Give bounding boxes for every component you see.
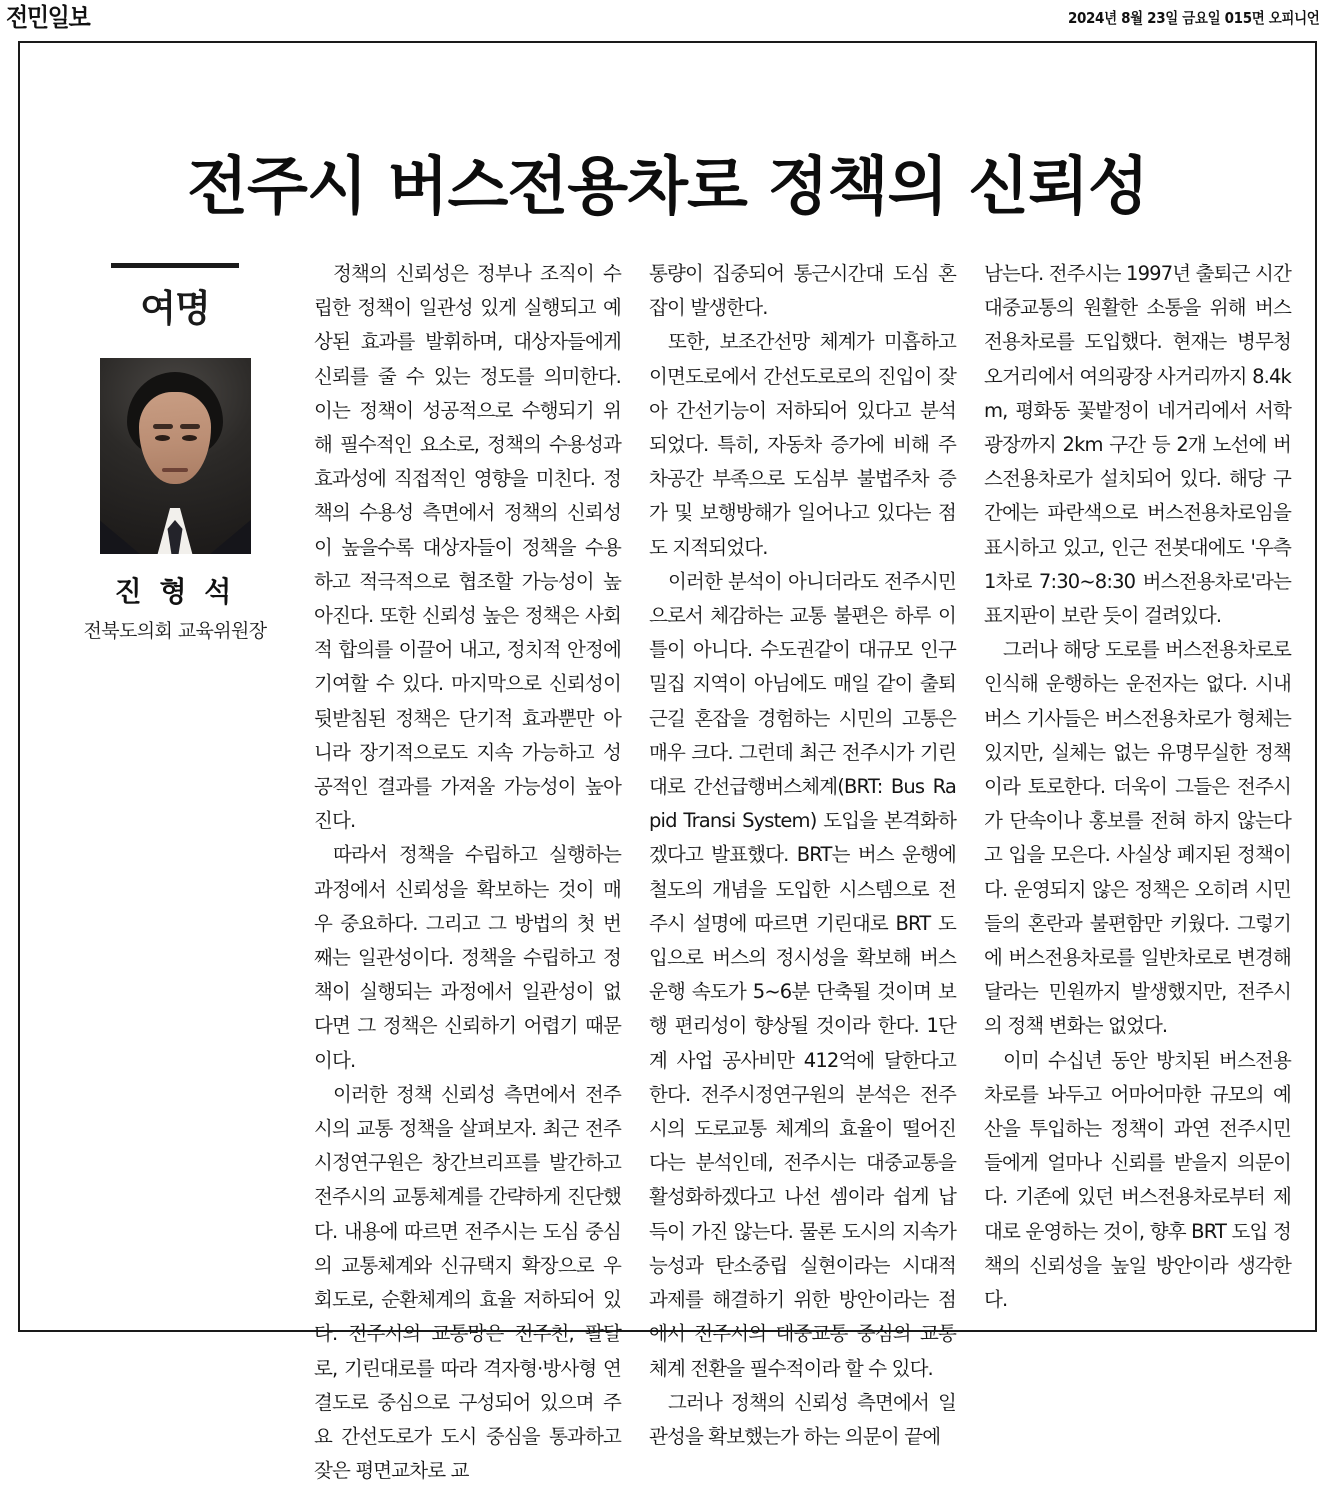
paragraph: 이미 수십년 동안 방치된 버스전용차로를 놔두고 어마어마한 규모의 예산을 투입하는 정책이 과연 전주시민들에게 얼마나 신뢰를 받을지 의문이다. 기존에 있던 버스전용차로부터 제대로 운영하는 것이, 향후 BRT 도입 정책의 신뢰성을 높일 방안이라 생각한다. <box>984 1048 1291 1312</box>
paragraph: 그러나 해당 도로를 버스전용차로로 인식해 운행하는 운전자는 없다. 시내버스 기사들은 버스전용차로가 형체는 있지만, 실체는 없는 유명무실한 정책이라 토로한다. 더욱이 그들은 전주시가 단속이나 홍보를 전혀 하지 않는다고 입을 모은다. 사실상 폐지된 정책이다. 운영되지 않은 정책은 오히려 시민들의 혼란과 불편함만 키웠다. 그렇기에 버스전용차로를 일반차로로 변경해 달라는 민원까지 발생했지만, 전주시의 정책 변화는 없었다. <box>984 638 1291 1038</box>
column-series-label: 여명 <box>140 287 210 330</box>
text-column-2 <box>649 257 956 1448</box>
paragraph: 그러나 정책의 신뢰성 측면에서 일관성을 확보했는가 하는 의문이 끝에 <box>649 1390 956 1448</box>
paragraph: 따라서 정책을 수립하고 실행하는 과정에서 신뢰성을 확보하는 것이 매우 중요하다. 그리고 그 방법의 첫 번째는 일관성이다. 정책을 수립하고 정책이 실행되는 과정에서 일관성이 없다면 그 정책은 신뢰하기 어렵기 때문이다. <box>314 843 621 1072</box>
paragraph: 정책의 신뢰성은 정부나 조직이 수립한 정책이 일관성 있게 실행되고 예상된 효과를 발휘하며, 대상자들에게 신뢰를 줄 수 있는 정도를 의미한다. 이는 정책이 성공적으로 수행되기 위해 필수적인 요소로, 정책의 수용성과 효과성에 직접적인 영향을 미친다. 정책의 수용성 측면에서 정책의 신뢰성이 높을수록 대상자들이 정책을 수용하고 적극적으로 협조할 가능성이 높아진다. 또한 신뢰성 높은 정책은 사회적 합의를 이끌어 내고, 정치적 안정에 기여할 수 있다. 마지막으로 신뢰성이 뒷받침된 정책은 단기적 효과뿐만 아니라 장기적으로도 지속 가능하고 성공적인 결과를 가져올 가능성이 높아진다. <box>314 262 621 833</box>
article-body-area <box>52 257 1292 1483</box>
newspaper-logo: 전민일보 <box>6 2 90 32</box>
author-name: 진 형 석 <box>114 575 236 608</box>
article-headline: 전주시 버스전용차로 정책의 신뢰성 <box>187 149 1148 224</box>
eye-left <box>155 435 170 441</box>
paragraph: 또한, 보조간선망 체계가 미흡하고 이면도로에서 간선도로로의 진입이 잦아 간선기능이 저하되어 있다고 분석되었다. 특히, 자동차 증가에 비해 주차공간 부족으로 도심부 불법주차 증가 및 보행방해가 일어나고 있다는 점도 지적되었다. <box>649 330 956 559</box>
eye-right <box>182 435 197 441</box>
author-affiliation: 전북도의회 교육위원장 <box>83 620 267 642</box>
mouth <box>162 468 188 472</box>
masthead-row <box>0 0 1331 34</box>
paragraph: 이러한 분석이 아니더라도 전주시민으로서 체감하는 교통 불편은 하루 이틀이 아니다. 수도권같이 대규모 인구밀집 지역이 아님에도 매일 같이 출퇴근길 혼잡을 경험하는 시민의 고통은 매우 크다. 그런데 최근 전주시가 기린대로 간선급행버스체계(BRT: Bus Rapid Transi System) 도입을 본격화하겠다고 발표했다. BRT는 버스 운행에 철도의 개념을 도입한 시스템으로 전주시 설명에 따르면 기린대로 BRT 도입으로 버스의 정시성을 확보해 버스 운행 속도가 5~6분 단축될 것이며 보행 편리성이 향상될 것이라 한다. 1단계 사업 공사비만 412억에 달한다고 한다. 전주시정연구원의 분석은 전주시의 도로교통 체계의 효율이 떨어진다는 분석인데, 전주시는 대중교통을 활성화하겠다고 나선 셈이라 쉽게 납득이 가진 않는다. 물론 도시의 지속가능성과 탄소중립 실현이라는 시대적 과제를 해결하기 위한 방안이라는 점에서 전주시의 대중교통 중심의 교통체계 전환을 필수적이라 할 수 있다. <box>649 569 956 1380</box>
text-column-1 <box>314 257 621 1483</box>
rail-divider-rule <box>111 263 239 268</box>
eyebrow-right <box>180 424 200 429</box>
text-column-3 <box>984 257 1291 1312</box>
author-rail <box>52 257 314 1297</box>
issue-date-line: 2024년 8월 23일 금요일 015면 오피니언 <box>1067 8 1319 27</box>
paragraph: 통량이 집중되어 통근시간대 도심 혼잡이 발생한다. <box>649 262 956 320</box>
author-photo <box>100 358 251 554</box>
page-border-frame <box>18 41 1317 1483</box>
eyebrow-left <box>153 424 173 429</box>
text-columns <box>314 257 1292 1483</box>
paragraph: 남는다. 전주시는 1997년 출퇴근 시간 대중교통의 원활한 소통을 위해 버스전용차로를 도입했다. 현재는 병무청 오거리에서 여의광장 사거리까지 8.4km, 평화동 꽃밭정이 네거리에서 서학광장까지 2km 구간 등 2개 노선에 버스전용차로가 설치되어 있다. 해당 구간에는 파란색으로 버스전용차로임을 표시하고 있고, 인근 전봇대에도 '우측 1차로 7:30~8:30 버스전용차로'라는 표지판이 보란 듯이 걸려있다. <box>984 262 1291 628</box>
paragraph: 이러한 정책 신뢰성 측면에서 전주시의 교통 정책을 살펴보자. 최근 전주시정연구원은 창간브리프를 발간하고 전주시의 교통체계를 간략하게 진단했다. 내용에 따르면 전주시는 도심 중심의 교통체계와 신규택지 확장으로 우회도로, 순환체계의 효율 저하되어 있다. 전주시의 교통망은 전주천, 팔달로, 기린대로를 따라 격자형·방사형 연결도로 중심으로 구성되어 있으며 주요 간선도로가 도시 중심을 통과하고 잦은 평면교차로 교 <box>314 1082 621 1483</box>
